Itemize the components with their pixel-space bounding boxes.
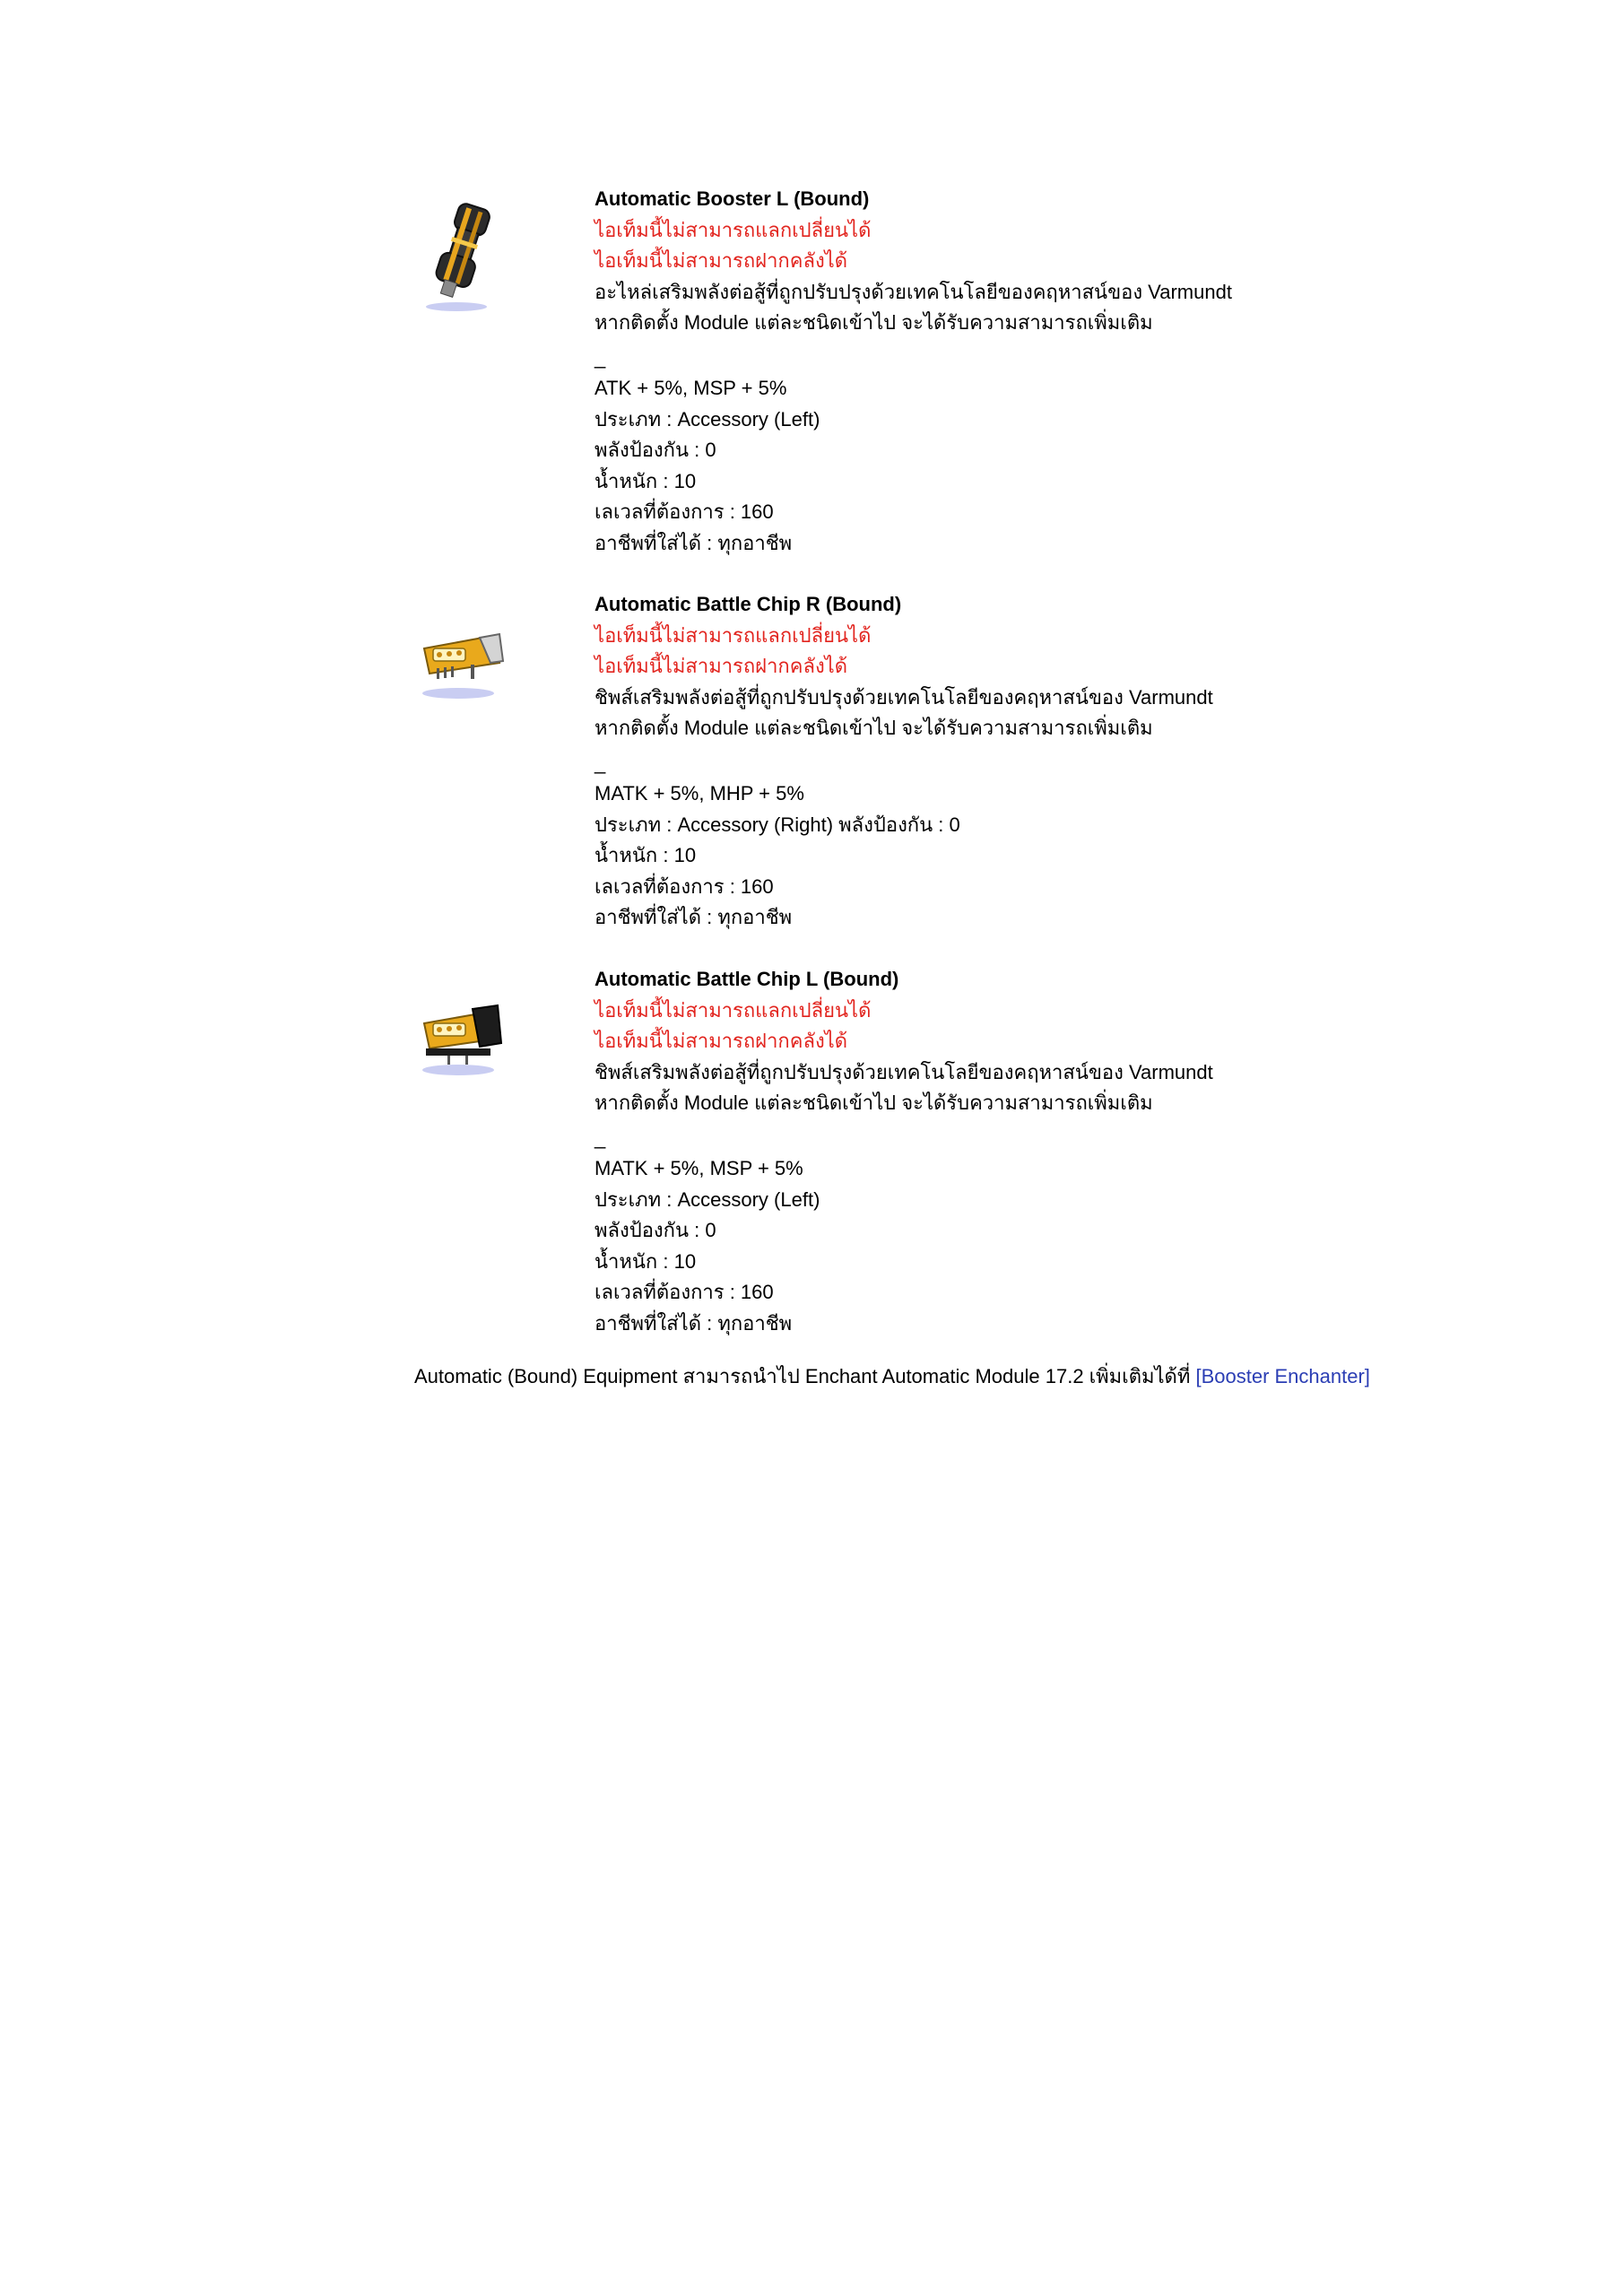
item-stat: เลเวลที่ต้องการ : 160 (595, 874, 774, 898)
item-stat: อาชีพที่ใส่ได้ : ทุกอาชีพ (595, 906, 793, 928)
item-stat: MATK + 5%, MSP + 5% (595, 1157, 803, 1179)
item-name: Automatic Battle Chip L (Bound) (595, 968, 899, 990)
item-text (595, 589, 1581, 934)
battle-chip-icon (417, 993, 507, 1109)
no-storage-warning: ไอเท็มนี้ไม่สามารถฝากคลังได้ (595, 1030, 848, 1052)
item-name: Automatic Booster L (Bound) (595, 187, 870, 210)
item-stat: พลังป้องกัน : 0 (595, 1219, 716, 1241)
item-text (595, 184, 1581, 559)
no-trade-warning: ไอเท็มนี้ไม่สามารถแลกเปลี่ยนได้ (595, 623, 872, 647)
battle-chip-icon (417, 616, 507, 733)
item-stat: ประเภท : Accessory (Left) (595, 1187, 820, 1211)
separator-dash: _ (595, 1126, 606, 1149)
no-storage-warning: ไอเท็มนี้ไม่สามารถฝากคลังได้ (595, 655, 848, 677)
no-trade-warning: ไอเท็มนี้ไม่สามารถแลกเปลี่ยนได้ (595, 218, 872, 241)
item-description: ชิพส์เสริมพลังต่อสู้ที่ถูกปรับปรุงด้วยเทคโนโลยีของคฤหาสน์ของ Varmundt (595, 685, 1213, 709)
item-stat: MATK + 5%, MHP + 5% (595, 782, 804, 804)
item-stat: น้ำหนัก : 10 (595, 844, 697, 866)
item-stat: ประเภท : Accessory (Right) พลังป้องกัน : 0 (595, 813, 960, 836)
item-stat: อาชีพที่ใส่ได้ : ทุกอาชีพ (595, 531, 793, 554)
item-description-module: หากติดตั้ง Module แต่ละชนิดเข้าไป จะได้รับความสามารถเพิ่มเติม (595, 311, 1153, 334)
separator-dash: _ (595, 751, 606, 774)
item-description-module: หากติดตั้ง Module แต่ละชนิดเข้าไป จะได้รับความสามารถเพิ่มเติม (595, 1091, 1153, 1114)
item-description: ชิพส์เสริมพลังต่อสู้ที่ถูกปรับปรุงด้วยเทคโนโลยีของคฤหาสน์ของ Varmundt (595, 1060, 1213, 1083)
item-stat: น้ำหนัก : 10 (595, 1249, 697, 1273)
item-stat: ATK + 5%, MSP + 5% (595, 377, 787, 399)
item-stat: น้ำหนัก : 10 (595, 469, 697, 492)
no-storage-warning: ไอเท็มนี้ไม่สามารถฝากคลังได้ (595, 249, 848, 272)
item-stat: พลังป้องกัน : 0 (595, 439, 716, 461)
item-stat: เลเวลที่ต้องการ : 160 (595, 500, 774, 523)
enchant-note (414, 1361, 1370, 1392)
separator-dash: _ (595, 345, 606, 369)
no-trade-warning: ไอเท็มนี้ไม่สามารถแลกเปลี่ยนได้ (595, 998, 872, 1022)
item-name: Automatic Battle Chip R (Bound) (595, 593, 902, 615)
booster-enchanter-link[interactable]: [Booster Enchanter] (1195, 1365, 1370, 1387)
item-stat: อาชีพที่ใส่ได้ : ทุกอาชีพ (595, 1311, 793, 1335)
item-description: อะไหล่เสริมพลังต่อสู้ที่ถูกปรับปรุงด้วยเทคโนโลยีของคฤหาสน์ของ Varmundt (595, 280, 1232, 303)
booster-icon (417, 197, 507, 314)
enchant-note-text: Automatic (Bound) Equipment สามารถนำไป Enchant Automatic Module 17.2 เพิ่มเติมได้ที่ (414, 1365, 1196, 1387)
item-stat: ประเภท : Accessory (Left) (595, 407, 820, 430)
item-stat: เลเวลที่ต้องการ : 160 (595, 1281, 774, 1303)
item-text (595, 964, 1581, 1339)
item-description-module: หากติดตั้ง Module แต่ละชนิดเข้าไป จะได้รับความสามารถเพิ่มเติม (595, 717, 1153, 739)
